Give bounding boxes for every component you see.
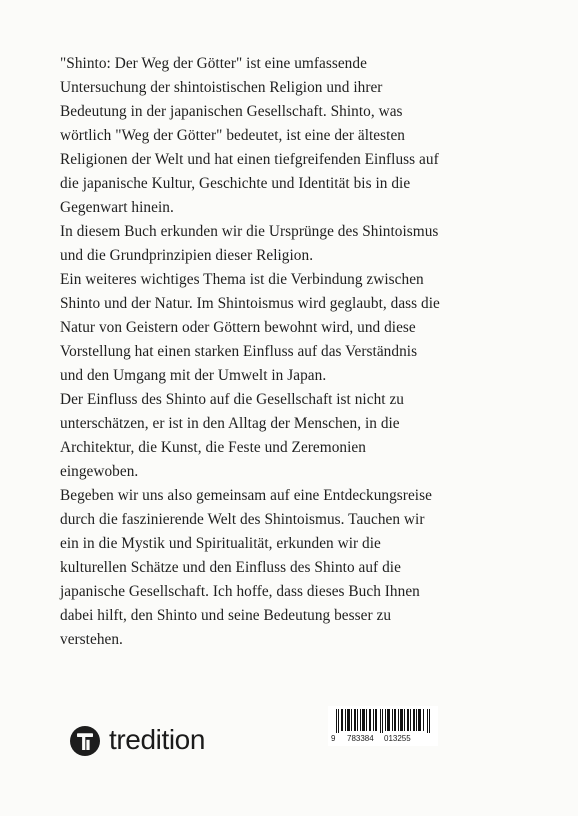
blurb-line: durch die faszinierende Welt des Shintoismus. Tauchen wir — [60, 511, 425, 528]
barcode-digit-group-1: 783384 — [347, 734, 374, 743]
isbn-barcode — [328, 706, 438, 746]
blurb-line: Der Einfluss des Shinto auf die Gesellschaft ist nicht zu — [60, 391, 404, 408]
blurb-line: die japanische Kultur, Geschichte und Identität bis in die — [60, 175, 411, 192]
barcode-digit-prefix: 9 — [331, 734, 336, 743]
blurb-line: ein in die Mystik und Spiritualität, erkunden wir die — [60, 535, 381, 552]
blurb-paragraph-4 — [60, 388, 530, 484]
blurb-line: Religionen der Welt und hat einen tiefgreifenden Einfluss auf — [60, 151, 439, 168]
blurb-paragraph-2 — [60, 220, 530, 268]
blurb-line: Shinto und der Natur. Im Shintoismus wird geglaubt, dass die — [60, 295, 440, 312]
publisher-name: tredition — [109, 724, 206, 755]
blurb-paragraph-5 — [60, 484, 530, 652]
blurb-line: Natur von Geistern oder Göttern bewohnt wird, und diese — [60, 319, 416, 336]
blurb-line: Architektur, die Kunst, die Feste und Zeremonien — [60, 439, 366, 456]
blurb-line: japanische Gesellschaft. Ich hoffe, dass dieses Buch Ihnen — [60, 583, 420, 600]
blurb-line: kulturellen Schätze und den Einfluss des Shinto auf die — [60, 559, 401, 576]
blurb-line: und den Umgang mit der Umwelt in Japan. — [60, 367, 327, 384]
blurb-line: Ein weiteres wichtiges Thema ist die Verbindung zwischen — [60, 271, 424, 288]
publisher-logo — [69, 725, 205, 757]
barcode-digit-group-2: 013255 — [384, 734, 411, 743]
blurb-line: Vorstellung hat einen starken Einfluss auf das Verständnis — [60, 343, 418, 360]
blurb-paragraph-1 — [60, 52, 530, 220]
blurb-line: Untersuchung der shintoistischen Religion und ihrer — [60, 79, 383, 96]
blurb-line: verstehen. — [60, 631, 123, 648]
blurb-line: Bedeutung in der japanischen Gesellschaft. Shinto, was — [60, 103, 403, 120]
barcode-icon — [336, 709, 430, 733]
blurb-line: dabei hilft, den Shinto und seine Bedeutung besser zu — [60, 607, 392, 624]
blurb-line: Begeben wir uns also gemeinsam auf eine Entdeckungsreise — [60, 487, 432, 504]
blurb-line: unterschätzen, er ist in den Alltag der Menschen, in die — [60, 415, 400, 432]
blurb-line: eingewoben. — [60, 463, 139, 480]
blurb-line: "Shinto: Der Weg der Götter" ist eine umfassende — [60, 55, 367, 72]
blurb-paragraph-3 — [60, 268, 530, 388]
blurb-line: Gegenwart hinein. — [60, 199, 174, 216]
blurb-line: und die Grundprinzipien dieser Religion. — [60, 247, 314, 264]
tredition-logo-icon — [69, 725, 101, 757]
blurb-line: In diesem Buch erkunden wir die Ursprünge des Shintoismus — [60, 223, 439, 240]
back-cover-blurb — [60, 52, 530, 652]
blurb-line: wörtlich "Weg der Götter" bedeutet, ist eine der ältesten — [60, 127, 405, 144]
